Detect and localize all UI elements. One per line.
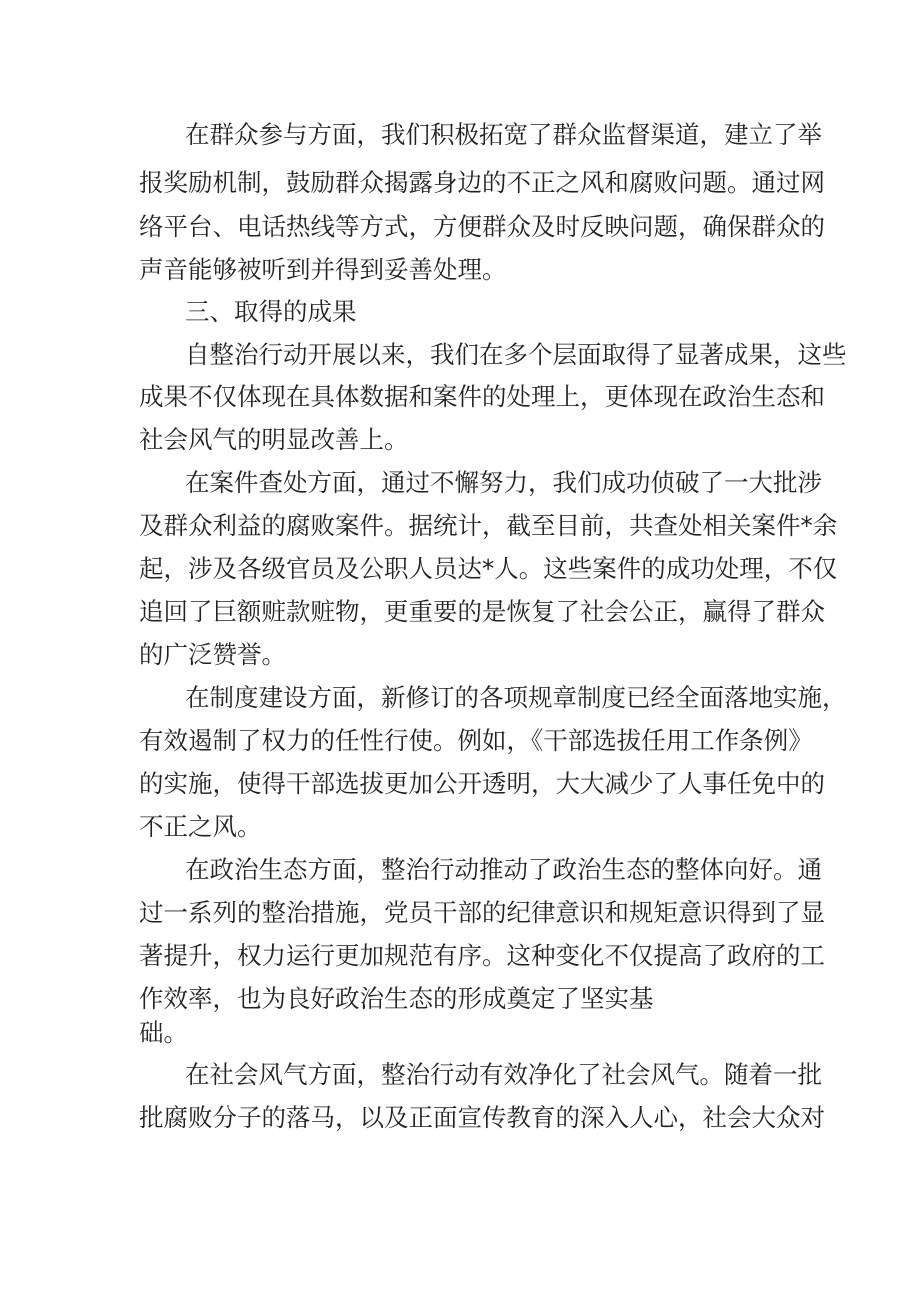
paragraph-line: 及群众利益的腐败案件。据统计，截至目前，共查处相关案件*余: [139, 511, 838, 540]
paragraph-line: 作效率，也为良好政治生态的形成奠定了坚实基: [139, 984, 654, 1013]
paragraph-line: 在政治生态方面，整治行动推动了政治生态的整体向好。通: [185, 855, 822, 884]
paragraph-line: 自整治行动开展以来，我们在多个层面取得了显著成果，这些: [185, 340, 847, 369]
paragraph-line: 社会风气的明显改善上。: [139, 425, 409, 454]
paragraph-line: 础。: [139, 1018, 188, 1047]
paragraph-line: 在群众参与方面，我们积极拓宽了群众监督渠道，建立了举: [185, 120, 822, 149]
paragraph-line: 的广泛赞誉。: [139, 640, 286, 669]
paragraph-line: 不正之风。: [139, 812, 262, 841]
paragraph-line: 在制度建设方面，新修订的各项规章制度已经全面落地实施，: [185, 683, 847, 712]
paragraph-line: 的实施，使得干部选拔更加公开透明，大大减少了人事任免中的: [139, 769, 825, 798]
paragraph-line: 著提升，权力运行更加规范有序。这种变化不仅提高了政府的工: [139, 941, 825, 970]
section-heading: 三、取得的成果: [185, 297, 357, 326]
paragraph-line: 过一系列的整治措施，党员干部的纪律意识和规矩意识得到了显: [139, 898, 825, 927]
paragraph-line: 络平台、电话热线等方式，方便群众及时反映问题，确保群众的: [139, 212, 825, 241]
paragraph-line: 起，涉及各级官员及公职人员达*人。这些案件的成功处理，不仅: [139, 554, 838, 583]
paragraph-line: 追回了巨额赃款赃物，更重要的是恢复了社会公正，赢得了群众: [139, 597, 825, 626]
paragraph-line: 声音能够被听到并得到妥善处理。: [139, 255, 507, 284]
paragraph-line: 有效遏制了权力的任性行使。例如，《干部选拔任用工作条例》: [139, 726, 813, 755]
paragraph-line: 批腐败分子的落马，以及正面宣传教育的深入人心，社会大众对: [139, 1103, 825, 1132]
paragraph-line: 在案件查处方面，通过不懈努力，我们成功侦破了一大批涉: [185, 468, 822, 497]
paragraph-line: 成果不仅体现在具体数据和案件的处理上，更体现在政治生态和: [139, 382, 825, 411]
paragraph-line: 报奖励机制，鼓励群众揭露身边的不正之风和腐败问题。通过网: [139, 168, 825, 197]
paragraph-line: 在社会风气方面，整治行动有效净化了社会风气。随着一批: [185, 1060, 822, 1089]
